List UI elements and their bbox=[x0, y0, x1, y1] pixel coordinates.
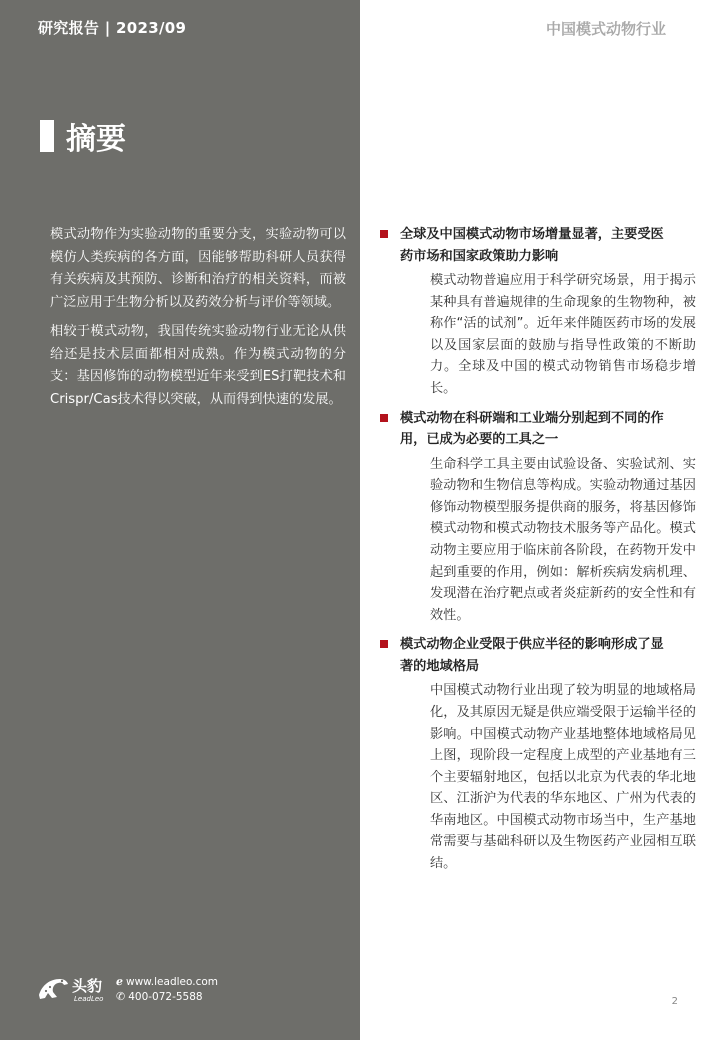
e-icon: ℯ bbox=[116, 975, 123, 988]
bullet-square-icon bbox=[380, 414, 388, 422]
page-title: 摘要 bbox=[66, 122, 126, 157]
summary-intro bbox=[50, 224, 346, 418]
title-accent-bar bbox=[40, 120, 54, 152]
key-findings bbox=[380, 224, 696, 883]
finding-title: 模式动物在科研端和工业端分别起到不同的作用，已成为必要的工具之一 bbox=[400, 410, 664, 448]
website-line bbox=[116, 975, 218, 988]
finding-item bbox=[380, 634, 696, 874]
phone-icon: ✆ bbox=[116, 990, 126, 1003]
finding-item bbox=[380, 408, 696, 627]
finding-title: 全球及中国模式动物市场增量显著，主要受医药市场和国家政策助力影响 bbox=[400, 227, 664, 264]
brand-name-en: LeadLeo bbox=[74, 995, 104, 1003]
bullet-square-icon bbox=[380, 640, 388, 648]
bullet-square-icon bbox=[380, 230, 388, 238]
brand-name-cn: 头豹 bbox=[72, 977, 103, 995]
finding-title: 模式动物企业受限于供应半径的影响形成了显著的地域格局 bbox=[400, 637, 664, 674]
finding-body: 中国模式动物行业出现了较为明显的地域格局化，及其原因无疑是供应端受限于运输半径的影响。中国模式动物产业基地整体地域格局见上图，现阶段一定程度上成型的产业基地有三个主要辐射地区，包括以北京为代表的华北地区、江浙沪为代表的华东地区、广州为代表的华南地区。中国模式动物市场当中，生产基地常需要与基础科研以及生物医药产业园相互联结。 bbox=[430, 683, 696, 872]
phone-number: 400-072-5588 bbox=[128, 990, 203, 1003]
finding-item bbox=[380, 224, 696, 400]
report-tag: 研究报告 | 2023/09 bbox=[38, 19, 187, 37]
summary-paragraph: 相较于模式动物，我国传统实验动物行业无论从供给还是技术层面都相对成熟。作为模式动物的分支：基因修饰的动物模型近年来受到ES打靶技术和Crispr/Cas技术得以突破，从而得到快速的发展。 bbox=[50, 324, 346, 407]
website-link[interactable]: www.leadleo.com bbox=[126, 975, 218, 988]
footer bbox=[36, 973, 236, 1013]
finding-body: 模式动物普遍应用于科学研究场景，用于揭示某种具有普遍规律的生命现象的生物物种，被称作“活的试剂”。近年来伴随医药市场的发展以及国家层面的鼓励与指导性政策的不断助力。全球及中国的模式动物销售市场稳步增长。 bbox=[430, 273, 696, 396]
industry-tag: 中国模式动物行业 bbox=[545, 20, 666, 38]
finding-body: 生命科学工具主要由试验设备、实验试剂、实验动物和生物信息等构成。实验动物通过基因修饰动物模型服务提供商的服务，将基因修饰模式动物和模式动物技术服务等产品化。模式动物主要应用于临床前各阶段，在药物开发中起到重要的作用，例如：解析疾病发病机理、发现潜在治疗靶点或者炎症新药的安全性和有效性。 bbox=[430, 456, 696, 623]
leopard-logo-icon bbox=[36, 973, 70, 1003]
page-number: 2 bbox=[671, 996, 678, 1007]
summary-paragraph: 模式动物作为实验动物的重要分支，实验动物可以模仿人类疾病的各方面，因能够帮助科研人员获得有关疾病及其预防、诊断和治疗的相关资料，而被广泛应用于生物分析以及药效分析与评价等领域。 bbox=[50, 227, 346, 310]
phone-line bbox=[116, 990, 203, 1003]
